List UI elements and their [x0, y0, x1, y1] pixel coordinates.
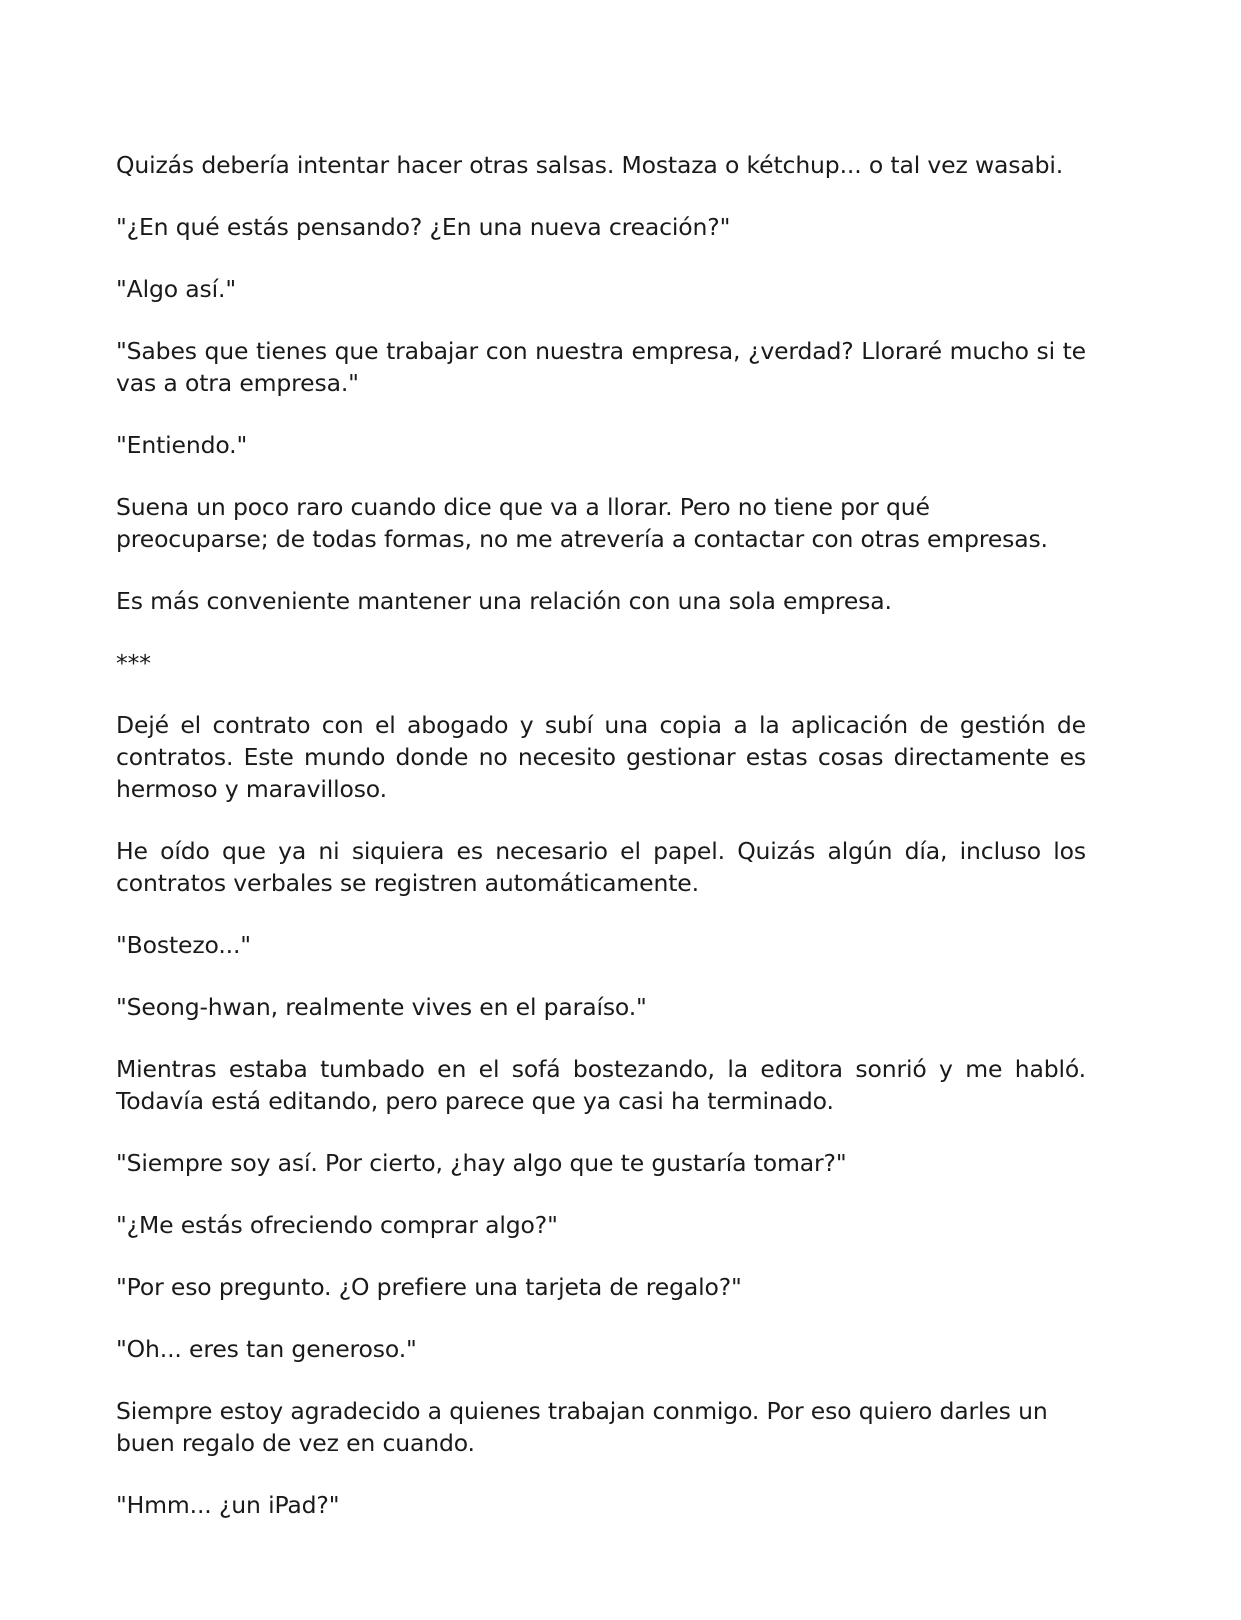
paragraph: "¿Me estás ofreciendo comprar algo?": [116, 1211, 558, 1239]
paragraph: "Algo así.": [116, 275, 236, 303]
paragraph: Suena un poco raro cuando dice que va a llorar. Pero no tiene por qué preocuparse; de todas formas, no me atrevería a contactar con otras empresas.: [116, 493, 1048, 553]
paragraph: Siempre estoy agradecido a quienes trabajan conmigo. Por eso quiero darles un buen regalo de vez en cuando.: [116, 1397, 1048, 1457]
paragraph: "Siempre soy así. Por cierto, ¿hay algo que te gustaría tomar?": [116, 1149, 847, 1177]
paragraph: "Oh... eres tan generoso.": [116, 1335, 417, 1363]
paragraph: "Entiendo.": [116, 431, 248, 459]
document-body: [116, 149, 1086, 1551]
paragraph: Es más conveniente mantener una relación con una sola empresa.: [116, 587, 892, 615]
paragraph: "Por eso pregunto. ¿O prefiere una tarjeta de regalo?": [116, 1273, 742, 1301]
paragraph: "Bostezo...": [116, 931, 251, 959]
paragraph: Dejé el contrato con el abogado y subí una copia a la aplicación de gestión de contratos. Este mundo donde no necesito gestionar estas cosas directamente es hermoso y maravilloso.: [116, 711, 1086, 803]
paragraph: "Sabes que tienes que trabajar con nuestra empresa, ¿verdad? Lloraré mucho si te vas a otra empresa.": [116, 337, 1086, 397]
paragraph: "Seong-hwan, realmente vives en el paraíso.": [116, 993, 647, 1021]
paragraph: Mientras estaba tumbado en el sofá bostezando, la editora sonrió y me habló. Todavía está editando, pero parece que ya casi ha terminado.: [116, 1055, 1086, 1115]
paragraph: "¿En qué estás pensando? ¿En una nueva creación?": [116, 213, 731, 241]
paragraph: "Hmm... ¿un iPad?": [116, 1491, 340, 1519]
scene-break: ***: [116, 649, 151, 677]
paragraph: Quizás debería intentar hacer otras salsas. Mostaza o kétchup... o tal vez wasabi.: [116, 151, 1064, 179]
paragraph: He oído que ya ni siquiera es necesario el papel. Quizás algún día, incluso los contratos verbales se registren automáticamente.: [116, 837, 1086, 897]
